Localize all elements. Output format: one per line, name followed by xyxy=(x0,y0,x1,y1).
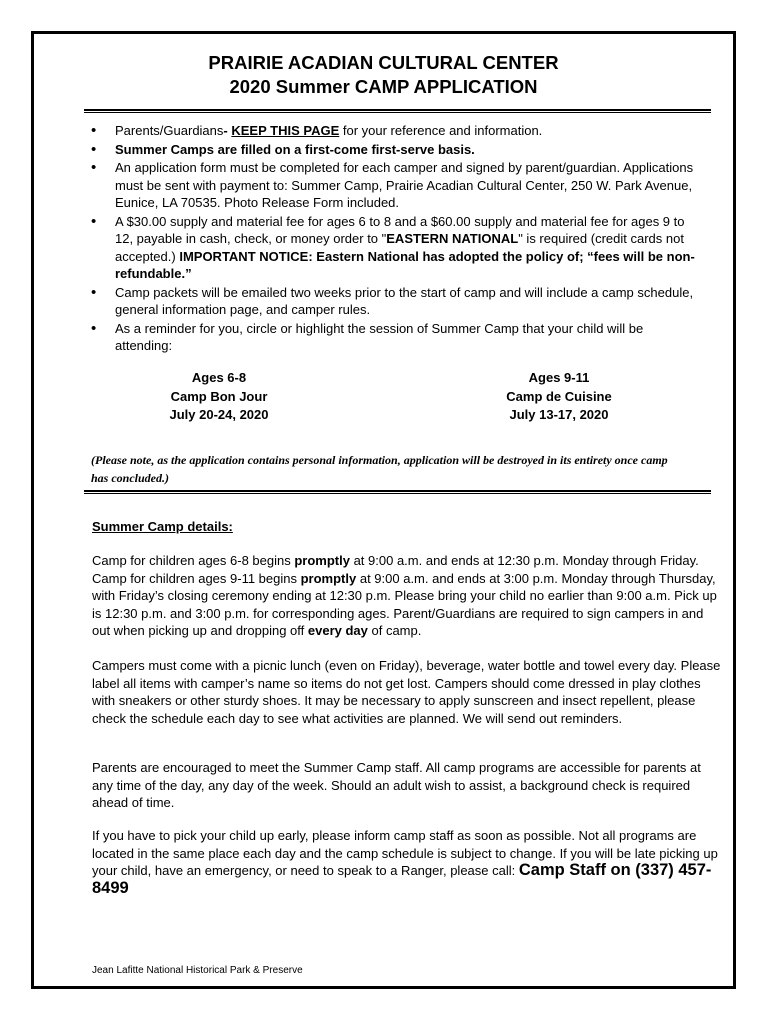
paragraph-parents: Parents are encouraged to meet the Summer Camp staff. All camp programs are accessible for parents at any time of the day, any day of the week. Should an adult wish to assist, a background check is required ahead of time. xyxy=(92,760,701,810)
list-item: • Parents/Guardians- KEEP THIS PAGE for your reference and information. xyxy=(91,122,543,139)
bullet-list xyxy=(85,122,695,356)
paragraph-schedule: Camp for children ages 6-8 begins promptly at 9:00 a.m. and ends at 12:30 p.m. Monday through Friday. Camp for children ages 9-11 begins promptly at 9:00 a.m. and ends at 3:00 p.m. Monday through Thursday, with Friday’s closing ceremony ending at 12:30 p.m. Please bring your child no earlier than 9:00 a.m. Pick up is 12:30 p.m. and 3:00 p.m. for corresponding ages. Parent/Guardians are required to sign campers in and out when picking up and dropping off every day of camp. xyxy=(92,553,717,638)
bullet-icon: • xyxy=(91,283,97,301)
bullet-icon: • xyxy=(91,140,97,158)
session-ages-6-8: Ages 6-8 Camp Bon Jour July 20-24, 2020 xyxy=(169,370,269,422)
list-item: • Camp packets will be emailed two weeks prior to the start of camp and will include a camp schedule, general information page, and camper rules. xyxy=(91,283,694,317)
bullet-icon: • xyxy=(91,319,97,337)
bullet-icon: • xyxy=(91,212,97,230)
divider xyxy=(84,490,711,494)
privacy-note: (Please note, as the application contains personal information, application will be destroyed in its entirety once camp has concluded.) xyxy=(91,453,668,485)
session-ages-9-11: Ages 9-11 Camp de Cuisine July 13-17, 2020 xyxy=(506,370,612,422)
page-subtitle: 2020 Summer CAMP APPLICATION xyxy=(229,76,538,97)
list-item: • Summer Camps are filled on a first-come first-serve basis. xyxy=(91,140,475,158)
paragraph-supplies: Campers must come with a picnic lunch (even on Friday), beverage, water bottle and towel every day. Please label all items with camper’s name so items do not get lost. Campers should come dressed in play clothes with sneakers or other sturdy shoes. It may be necessary to apply sunscreen and insect repellent, please check the schedule each day to see what activities are planned. We will send out reminders. xyxy=(92,658,721,726)
page-title: PRAIRIE ACADIAN CULTURAL CENTER xyxy=(208,52,559,73)
paragraph-contact: If you have to pick your child up early, please inform camp staff as soon as possible. Not all programs are located in the same place each day and the camp schedule is subject to change. If you will be late picking up your child, have an emergency, or need to speak to a Ranger, please call: Camp Staff on (337) 457-8499 xyxy=(92,828,718,897)
contact-phone: Camp Staff on (337) 457-8499 xyxy=(92,861,712,897)
divider xyxy=(84,109,711,113)
list-item: • A $30.00 supply and material fee for ages 6 to 8 and a $60.00 supply and material fee for ages 9 to 12, payable in cash, check, or money order to "EASTERN NATIONAL" is required (credit cards not accepted.) IMPORTANT NOTICE: Eastern National has adopted the policy of; “fees will be non-refundable.” xyxy=(91,212,695,281)
bullet-icon: • xyxy=(91,122,97,139)
section-heading: Summer Camp details: xyxy=(92,519,233,534)
footer: Jean Lafitte National Historical Park & Preserve xyxy=(92,965,303,976)
list-item: • An application form must be completed for each camper and signed by parent/guardian. Applications must be sent with payment to: Summer Camp, Prairie Acadian Cultural Center, 250 W. Park Avenue, Eunice, LA 70535. Photo Release Form included. xyxy=(91,159,694,210)
list-item: • As a reminder for you, circle or highlight the session of Summer Camp that your child will be attending: xyxy=(91,319,644,353)
bullet-icon: • xyxy=(91,159,97,176)
document-page xyxy=(31,31,736,989)
